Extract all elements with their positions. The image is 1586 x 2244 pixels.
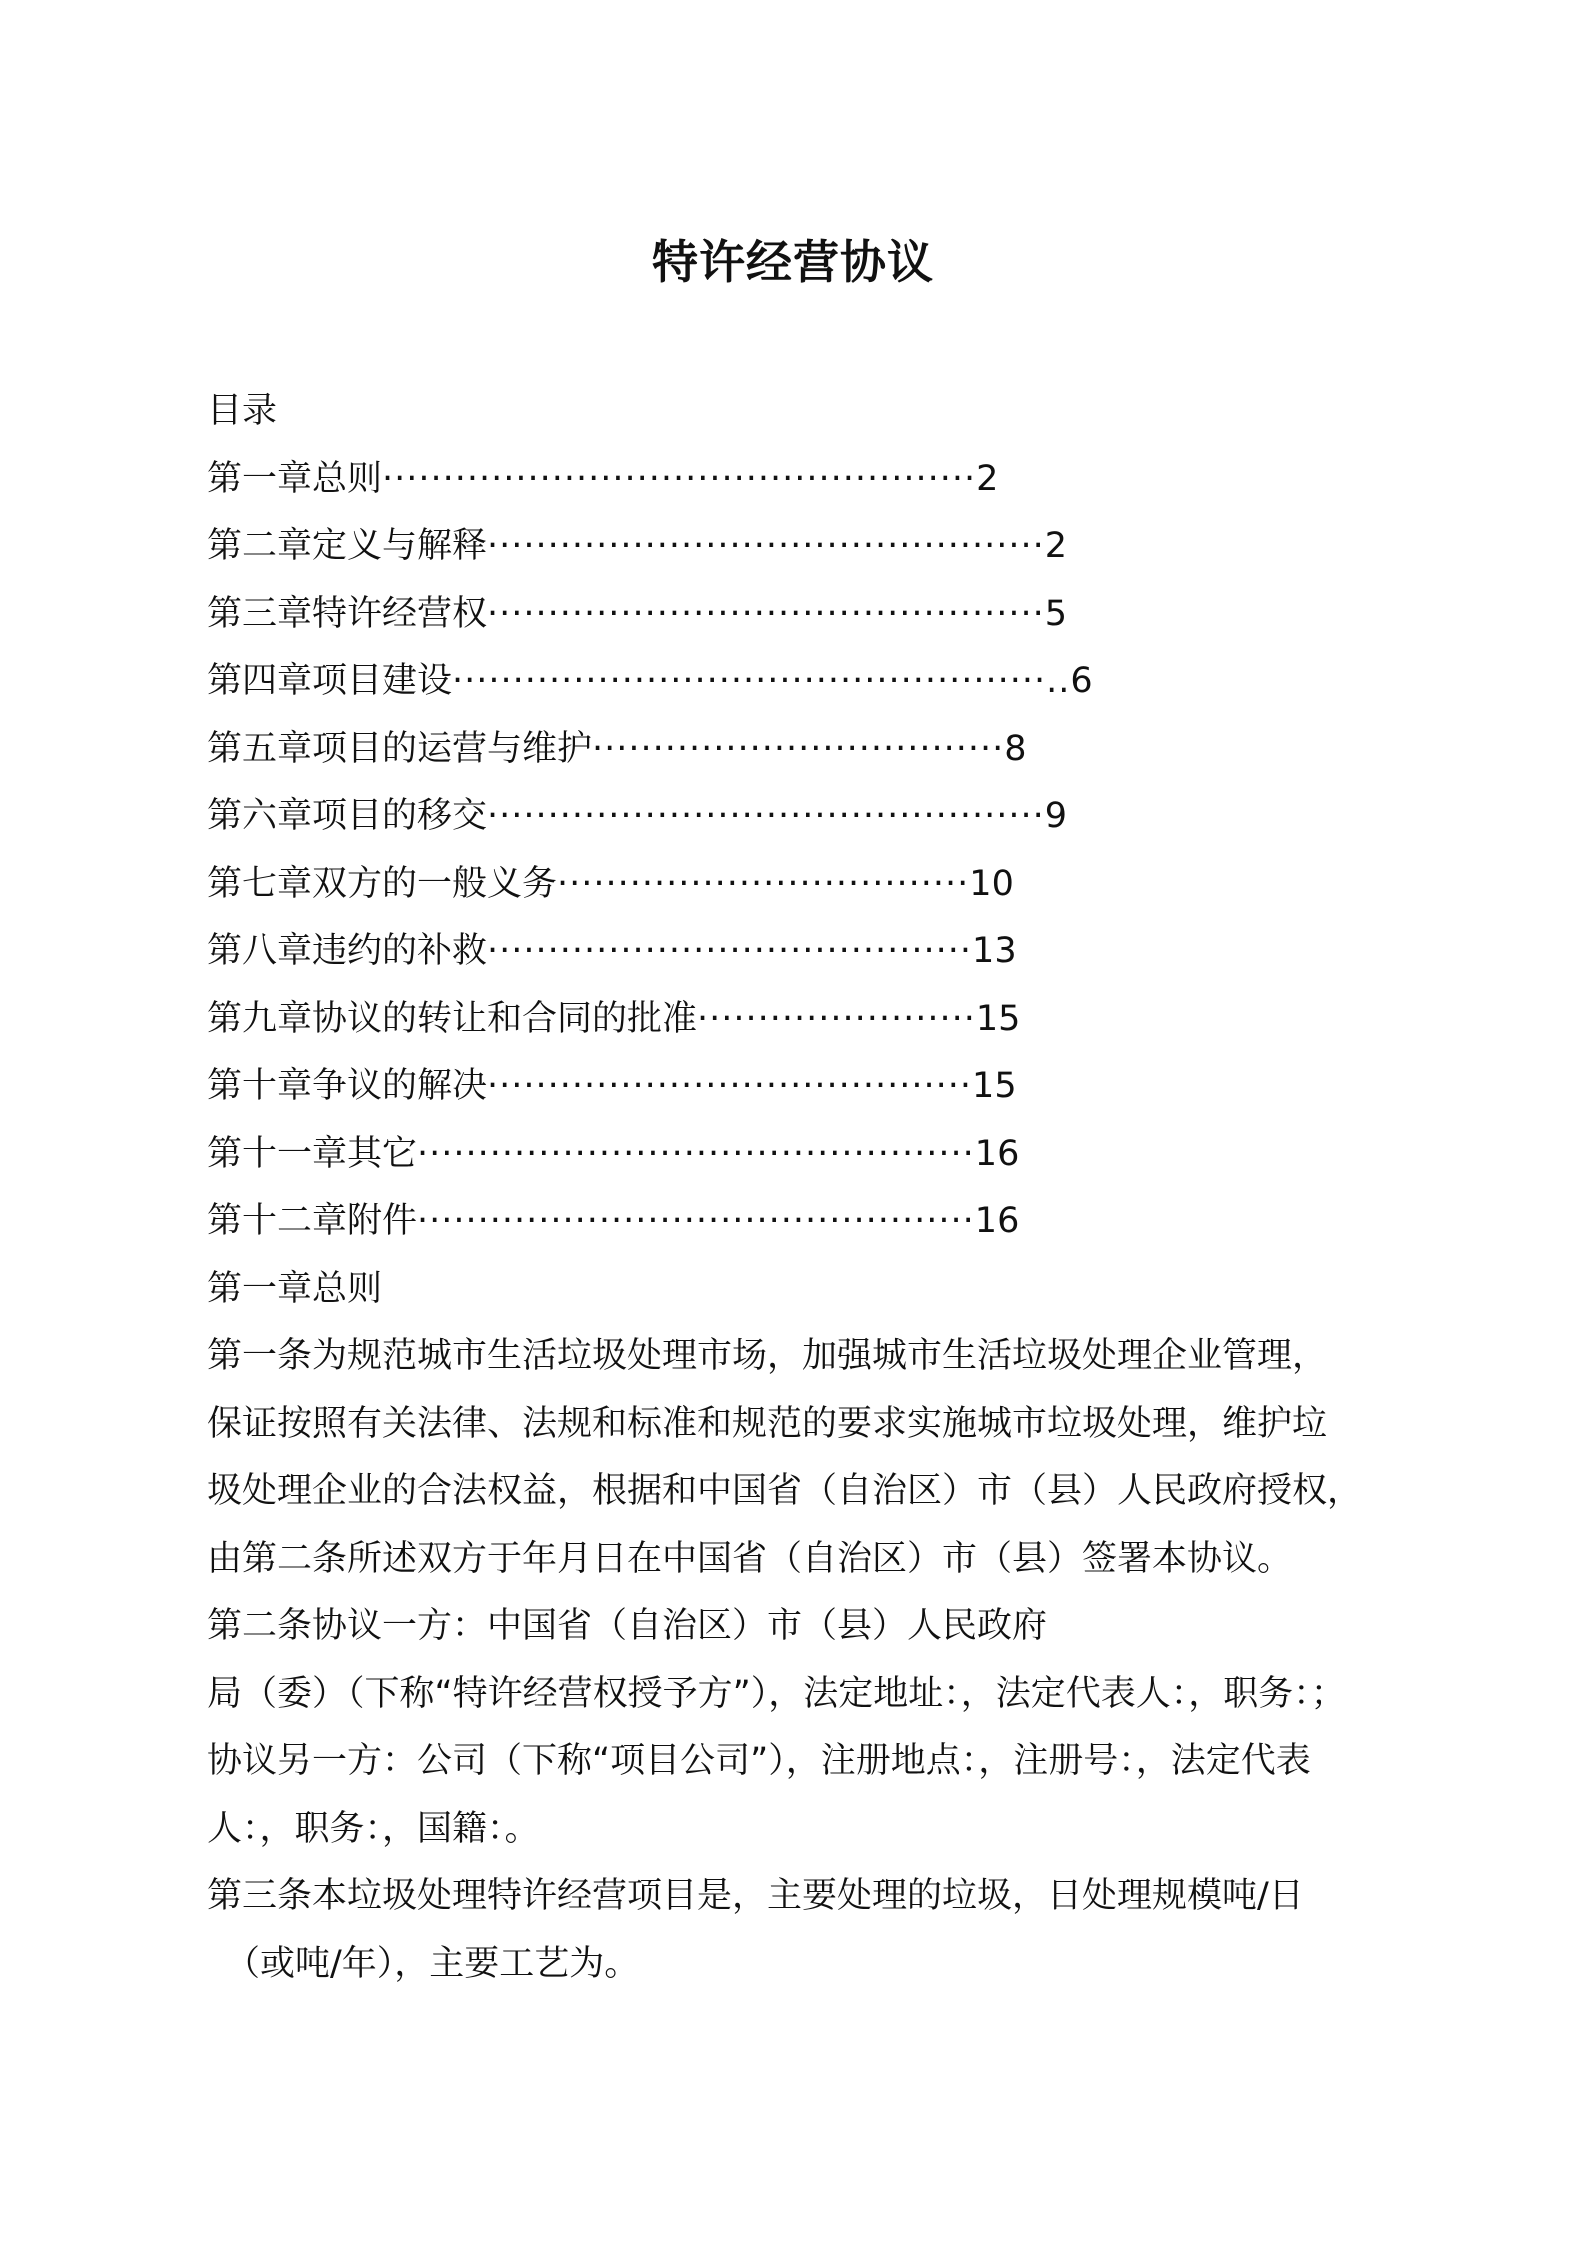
toc-entry-dots: ········································ [487,1066,973,1106]
toc-entry-dots: ·············································· [417,1201,975,1241]
toc-entry-label: 第九章协议的转让和合同的批准 [207,998,698,1039]
toc-entry-page: 6 [1070,661,1093,701]
toc-entry [207,446,1397,514]
text-line: （或吨/年），主要工艺为。 [225,1943,640,1984]
toc-entry-dots: ·············································· [487,593,1045,634]
toc-entry-page: 5 [1044,593,1068,634]
toc-entry-label: 第十一章其它 [207,1133,418,1174]
toc-entry [207,851,1397,919]
text-line: 第一条为规范城市生活垃圾处理市场，加强城市生活垃圾处理企业管理， [207,1336,1328,1376]
toc-entry-label: 第六章项目的移交 [207,796,488,836]
document-body [207,378,1397,1998]
toc-entry-page: 2 [1044,526,1068,566]
chapter-heading: 第一章总则 [207,1268,383,1309]
toc-entry-label: 第二章定义与解释 [207,526,488,566]
toc-entry-label: 第七章双方的一般义务 [207,863,558,904]
toc-entry [207,648,1397,716]
toc-entry-page: 2 [976,458,999,499]
toc-entry-page: 15 [975,998,1021,1039]
toc-entry-dots: ······················· [697,998,976,1039]
text-line: 保证按照有关法律、法规和标准和规范的要求实施城市垃圾处理，维护垃 [207,1403,1328,1444]
toc-entry-page: 13 [972,931,1017,971]
toc-entry-dots: ·············································· [487,796,1045,836]
body-text [207,1323,1397,1998]
toc-entry [207,918,1397,986]
toc-entry-page: 10 [969,863,1014,904]
text-line: 第二条协议一方：中国省（自治区）市（县）人民政府 [207,1606,1048,1646]
toc-entry [207,1188,1397,1256]
text-line: 局（委）（下称“特许经营权授予方”），法定地址：，法定代表人：，职务：； [207,1673,1346,1714]
toc-entry-label: 第八章违约的补救 [207,931,488,971]
toc-entry [207,1121,1397,1189]
toc-entry-label: 第四章项目建设 [207,661,453,701]
toc-entry-label: 第三章特许经营权 [207,593,488,634]
toc-entry-label: 第五章项目的运营与维护 [207,728,593,769]
toc-entry-label: 第十二章附件 [207,1201,418,1241]
text-line: 圾处理企业的合法权益，根据和中国省（自治区）市（县）人民政府授权， [207,1471,1363,1511]
toc-entry [207,716,1397,784]
table-of-contents [207,446,1397,1256]
text-line: 协议另一方：公司（下称“项目公司”），注册地点：，注册号：，法定代表 [207,1741,1311,1781]
toc-entry-page: 16 [974,1133,1020,1174]
toc-entry [207,986,1397,1054]
toc-entry-dots: ·································· [592,728,1005,769]
text-line: 第三条本垃圾处理特许经营项目是，主要处理的垃圾，日处理规模吨/日 [207,1876,1304,1916]
toc-entry-dots: ·································· [557,863,970,904]
toc-entry-dots: ·············································· [487,526,1045,566]
toc-entry-page: 9 [1044,796,1068,836]
toc-entry-label: 第一章总则 [207,458,383,499]
document-title: 特许经营协议 [652,235,934,289]
toc-entry-dots: ················································· [382,458,977,499]
toc-entry-dots: ·············································· [417,1133,975,1174]
toc-entry-page: 15 [972,1066,1017,1106]
toc-entry [207,1053,1397,1121]
toc-entry [207,581,1397,649]
toc-entry [207,513,1397,581]
text-line: 由第二条所述双方于年月日在中国省（自治区）市（县）签署本协议。 [207,1538,1293,1579]
toc-entry-label: 第十章争议的解决 [207,1066,488,1106]
toc-entry-page: 16 [974,1201,1020,1241]
toc-entry [207,783,1397,851]
toc-heading: 目录 [207,391,278,431]
text-line: 人：，职务：，国籍：。 [207,1808,540,1849]
toc-entry-page: 8 [1004,728,1027,769]
toc-entry-dots: ·················································.. [452,661,1071,701]
toc-entry-dots: ········································ [487,931,973,971]
